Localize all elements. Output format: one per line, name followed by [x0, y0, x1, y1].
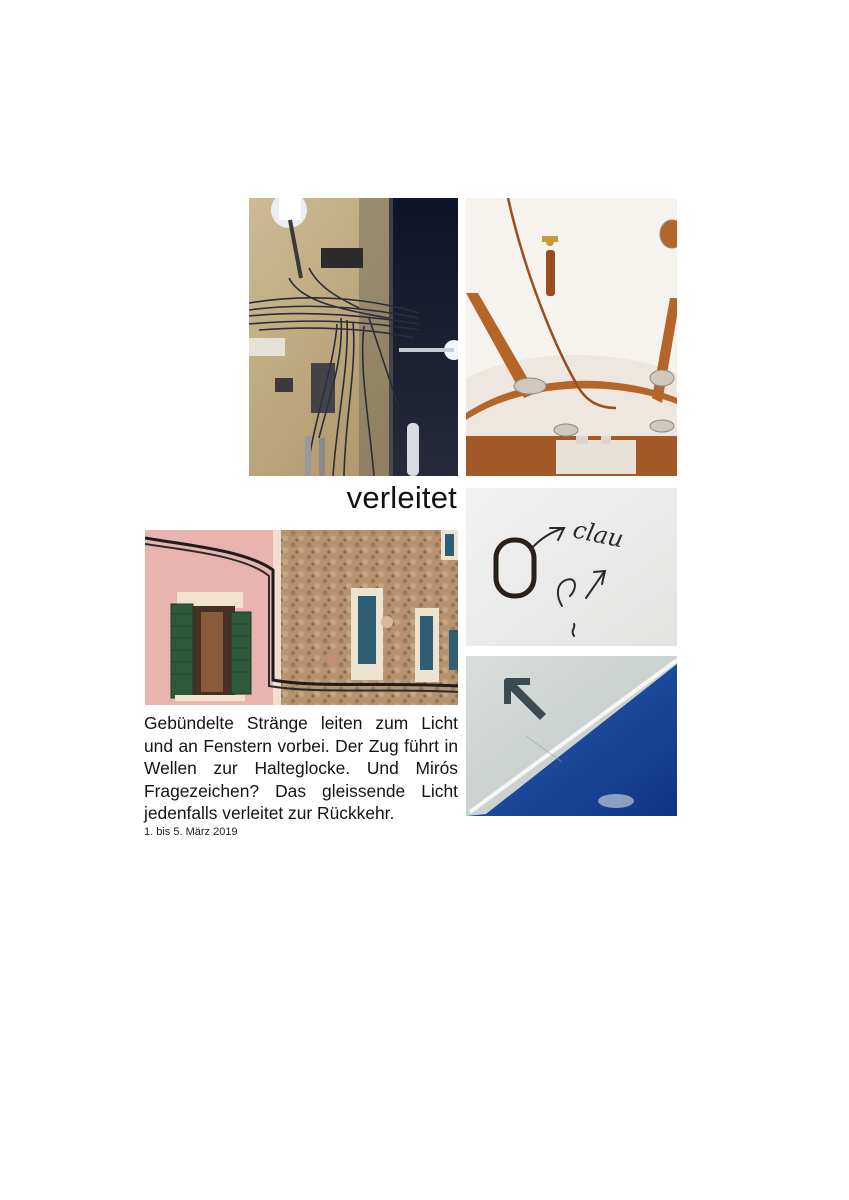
page-title: verleitet	[346, 480, 457, 515]
body-paragraph: Gebündelte Stränge leiten zum Licht und an Fenstern vorbei. Der Zug führt in Wellen zur Halteglocke. Und Mirós Fragezeichen? Das gleissende Licht jedenfalls verleitet zur Rückkehr.	[144, 713, 458, 823]
photo-window-shutters	[145, 530, 458, 705]
graffiti-scrawl: clau	[570, 515, 627, 554]
date-caption: 1. bis 5. März 2019	[144, 826, 238, 838]
photo-sign-arrow	[466, 656, 677, 816]
photo-tram-ceiling	[466, 198, 677, 476]
photo-graffiti	[466, 488, 677, 646]
photo-wall-wires	[249, 198, 458, 476]
